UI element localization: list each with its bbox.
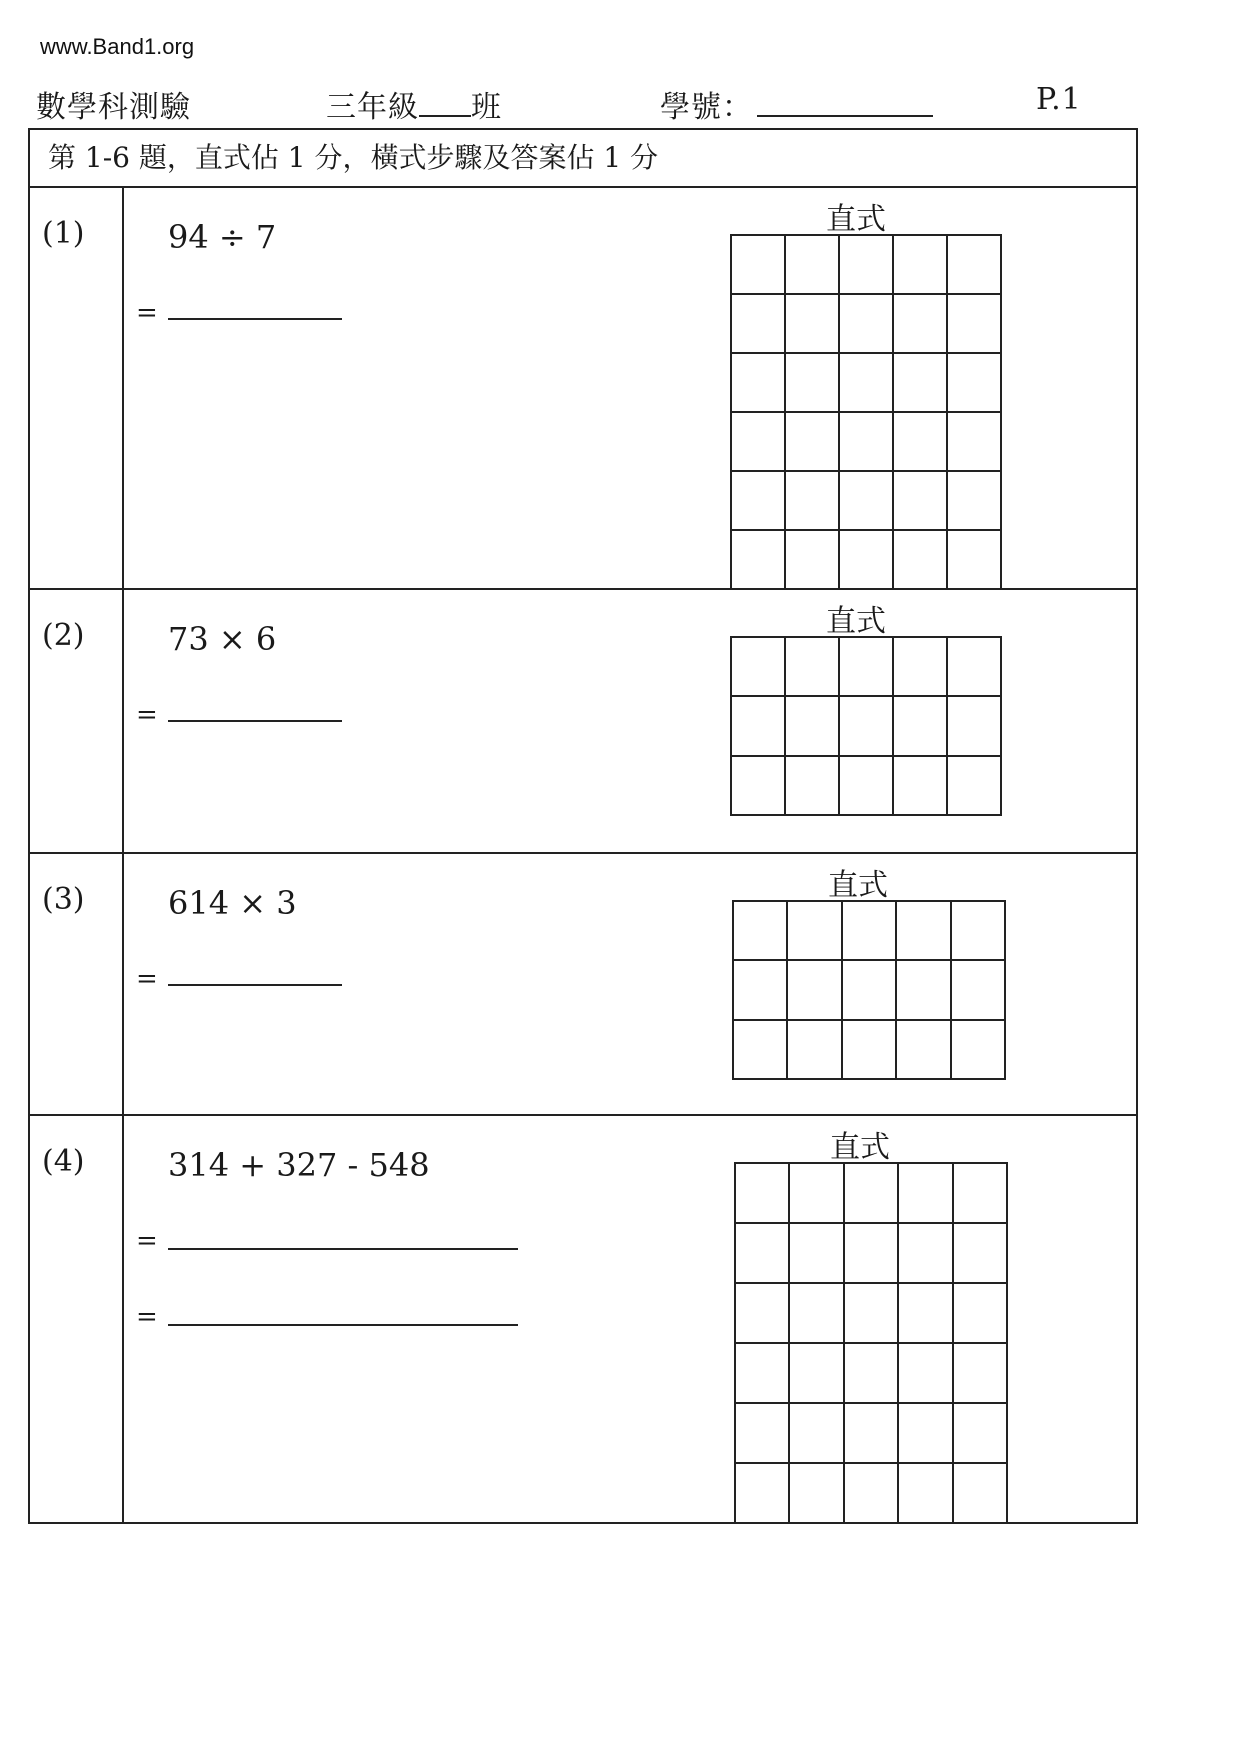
grid-cell[interactable] <box>840 354 894 413</box>
grid-cell[interactable] <box>894 531 948 590</box>
grid-cell[interactable] <box>899 1404 953 1464</box>
grid-cell[interactable] <box>732 757 786 816</box>
grid-cell[interactable] <box>954 1404 1008 1464</box>
grid-cell[interactable] <box>840 757 894 816</box>
grid-cell[interactable] <box>734 1021 788 1080</box>
student-number-field <box>660 82 933 126</box>
working-label: 直式 <box>830 1130 890 1165</box>
grid-cell[interactable] <box>786 413 840 472</box>
grid-cell[interactable] <box>786 697 840 756</box>
question-expression: 314 + 327 - 548 <box>168 1146 430 1184</box>
grid-cell[interactable] <box>948 295 1002 354</box>
question-row <box>30 188 1136 590</box>
grid-cell[interactable] <box>786 354 840 413</box>
answer-line[interactable] <box>168 318 342 320</box>
grid-cell[interactable] <box>840 472 894 531</box>
grid-cell[interactable] <box>948 757 1002 816</box>
subject-title: 數學科測驗 <box>36 90 191 125</box>
grid-cell[interactable] <box>952 1021 1006 1080</box>
student-number-label: 學號： <box>660 90 753 125</box>
instructions: 第 1-6 題，直式佔 1 分，橫式步驟及答案佔 1 分 <box>30 130 1136 188</box>
grid-cell[interactable] <box>790 1224 844 1284</box>
grid-cell[interactable] <box>840 697 894 756</box>
worksheet-table <box>28 128 1138 1524</box>
grid-cell[interactable] <box>954 1224 1008 1284</box>
question-number: (4) <box>42 1144 85 1179</box>
grid-cell[interactable] <box>786 757 840 816</box>
grid-cell[interactable] <box>732 697 786 756</box>
grid-cell[interactable] <box>732 413 786 472</box>
column-divider <box>122 590 124 852</box>
grid-cell[interactable] <box>788 961 842 1020</box>
grid-cell[interactable] <box>840 531 894 590</box>
grid-cell[interactable] <box>840 295 894 354</box>
grid-cell[interactable] <box>899 1164 953 1224</box>
grid-cell[interactable] <box>954 1344 1008 1404</box>
working-label: 直式 <box>826 604 886 639</box>
grid-cell[interactable] <box>894 236 948 295</box>
grid-cell[interactable] <box>843 902 897 961</box>
working-grid[interactable] <box>730 636 1002 816</box>
answer-line[interactable] <box>168 720 342 722</box>
question-number: (2) <box>42 618 85 653</box>
column-divider <box>122 1116 124 1524</box>
grid-cell[interactable] <box>897 961 951 1020</box>
grid-cell[interactable] <box>786 472 840 531</box>
grid-cell[interactable] <box>845 1284 899 1344</box>
student-number-blank[interactable] <box>757 89 933 117</box>
grid-cell[interactable] <box>845 1464 899 1524</box>
class-blank[interactable] <box>419 89 471 117</box>
grid-cell[interactable] <box>736 1164 790 1224</box>
grid-cell[interactable] <box>786 638 840 697</box>
grid-cell[interactable] <box>894 638 948 697</box>
grid-cell[interactable] <box>732 354 786 413</box>
grid-cell[interactable] <box>790 1164 844 1224</box>
grid-cell[interactable] <box>845 1404 899 1464</box>
grid-cell[interactable] <box>732 472 786 531</box>
grid-cell[interactable] <box>790 1344 844 1404</box>
grid-cell[interactable] <box>948 413 1002 472</box>
equals-sign: = <box>136 1302 158 1332</box>
grid-cell[interactable] <box>790 1404 844 1464</box>
grid-cell[interactable] <box>788 902 842 961</box>
working-grid[interactable] <box>734 1162 1008 1524</box>
grid-cell[interactable] <box>790 1464 844 1524</box>
grid-cell[interactable] <box>790 1284 844 1344</box>
grid-cell[interactable] <box>952 961 1006 1020</box>
grid-cell[interactable] <box>894 295 948 354</box>
grid-cell[interactable] <box>948 472 1002 531</box>
grid-cell[interactable] <box>786 531 840 590</box>
grid-cell[interactable] <box>897 1021 951 1080</box>
grid-cell[interactable] <box>736 1224 790 1284</box>
equals-sign: = <box>136 298 158 328</box>
grid-cell[interactable] <box>894 472 948 531</box>
grid-cell[interactable] <box>952 902 1006 961</box>
grid-cell[interactable] <box>843 961 897 1020</box>
grid-cell[interactable] <box>894 354 948 413</box>
working-grid[interactable] <box>732 900 1006 1080</box>
grid-cell[interactable] <box>732 638 786 697</box>
grid-cell[interactable] <box>843 1021 897 1080</box>
grid-cell[interactable] <box>948 697 1002 756</box>
column-divider <box>122 854 124 1114</box>
grid-cell[interactable] <box>954 1164 1008 1224</box>
question-row <box>30 854 1136 1116</box>
equals-sign: = <box>136 964 158 994</box>
grid-cell[interactable] <box>894 757 948 816</box>
question-number: (1) <box>42 216 85 251</box>
grid-cell[interactable] <box>899 1464 953 1524</box>
grid-cell[interactable] <box>899 1344 953 1404</box>
grid-cell[interactable] <box>840 638 894 697</box>
column-divider <box>122 188 124 588</box>
working-label: 直式 <box>826 202 886 237</box>
grade-class-field <box>326 82 502 126</box>
grid-cell[interactable] <box>736 1344 790 1404</box>
grid-cell[interactable] <box>786 236 840 295</box>
grid-cell[interactable] <box>899 1224 953 1284</box>
grid-cell[interactable] <box>732 531 786 590</box>
grid-cell[interactable] <box>734 902 788 961</box>
grid-cell[interactable] <box>736 1284 790 1344</box>
class-label: 班 <box>471 90 502 125</box>
question-number: (3) <box>42 882 85 917</box>
grid-cell[interactable] <box>894 413 948 472</box>
grid-cell[interactable] <box>954 1464 1008 1524</box>
question-expression: 94 ÷ 7 <box>168 218 277 256</box>
grid-cell[interactable] <box>948 236 1002 295</box>
grid-cell[interactable] <box>732 236 786 295</box>
equals-sign: = <box>136 700 158 730</box>
grid-cell[interactable] <box>840 236 894 295</box>
answer-line[interactable] <box>168 1324 518 1326</box>
equals-sign: = <box>136 1226 158 1256</box>
answer-line[interactable] <box>168 1248 518 1250</box>
question-expression: 73 × 6 <box>168 620 277 658</box>
grid-cell[interactable] <box>954 1284 1008 1344</box>
grid-cell[interactable] <box>840 413 894 472</box>
grid-cell[interactable] <box>899 1284 953 1344</box>
grid-cell[interactable] <box>948 638 1002 697</box>
working-grid[interactable] <box>730 234 1002 590</box>
grid-cell[interactable] <box>845 1164 899 1224</box>
grid-cell[interactable] <box>897 902 951 961</box>
grade-label: 三年級 <box>326 90 419 125</box>
working-label: 直式 <box>828 868 888 903</box>
grid-cell[interactable] <box>786 295 840 354</box>
grid-cell[interactable] <box>732 295 786 354</box>
question-row <box>30 1116 1136 1524</box>
watermark: www.Band1.org <box>40 34 195 59</box>
page-number: P.1 <box>1036 82 1082 117</box>
grid-cell[interactable] <box>734 961 788 1020</box>
question-row <box>30 590 1136 854</box>
grid-cell[interactable] <box>948 531 1002 590</box>
grid-cell[interactable] <box>845 1224 899 1284</box>
answer-line[interactable] <box>168 984 342 986</box>
grid-cell[interactable] <box>845 1344 899 1404</box>
grid-cell[interactable] <box>736 1404 790 1464</box>
grid-cell[interactable] <box>788 1021 842 1080</box>
question-expression: 614 × 3 <box>168 884 297 922</box>
grid-cell[interactable] <box>894 697 948 756</box>
grid-cell[interactable] <box>736 1464 790 1524</box>
grid-cell[interactable] <box>948 354 1002 413</box>
